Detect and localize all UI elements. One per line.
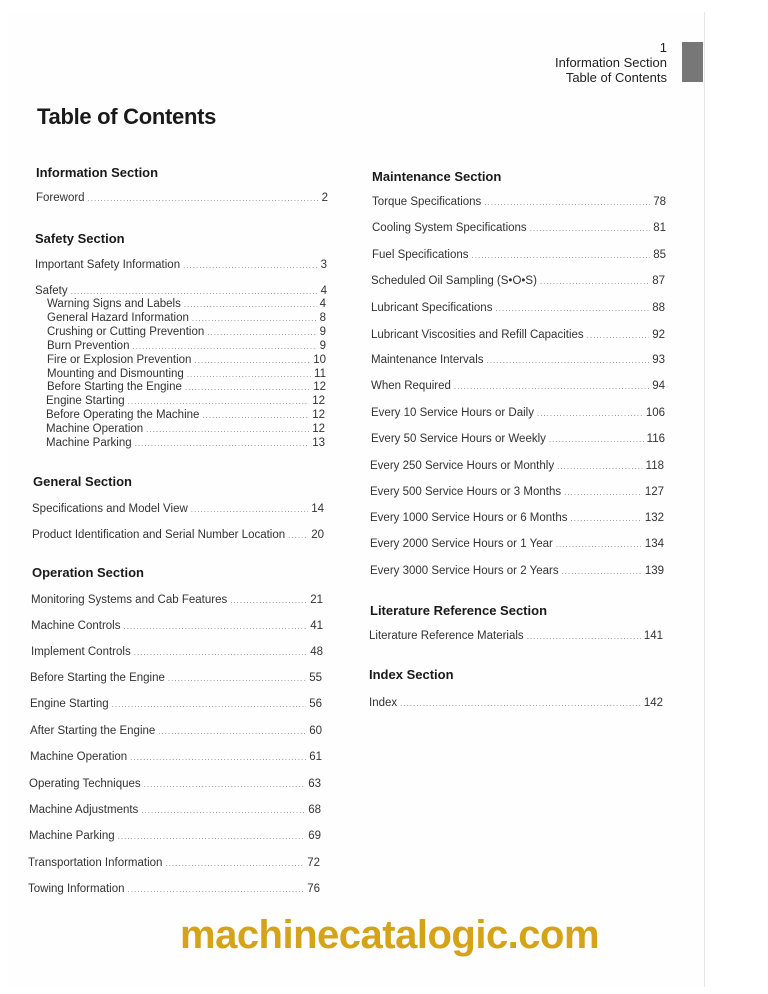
toc-entry-label: Important Safety Information [35,259,181,271]
toc-page-number: 132 [644,512,664,524]
toc-entry[interactable] [371,275,665,288]
toc-entry-label: Machine Operation [30,751,128,763]
toc-page-number: 12 [313,381,326,393]
toc-page-number: 2 [321,192,328,204]
toc-entry[interactable] [31,620,323,633]
toc-entry[interactable] [47,381,326,394]
toc-entry[interactable] [32,529,324,542]
toc-entry[interactable] [47,368,326,381]
dot-leader [158,725,306,738]
toc-page-number: 116 [646,433,665,445]
toc-page-number: 78 [653,196,666,208]
toc-entry[interactable] [370,460,664,473]
toc-entry[interactable] [36,192,328,205]
toc-entry[interactable] [370,512,664,525]
toc-page-number: 12 [312,395,325,407]
dot-leader [132,340,316,353]
toc-entry[interactable] [371,329,665,342]
toc-entry-label: Specifications and Model View [32,503,188,515]
toc-page-number: 127 [644,486,664,498]
toc-entry[interactable] [28,857,320,870]
toc-entry-label: Scheduled Oil Sampling (S•O•S) [371,275,537,287]
toc-page-number: 20 [311,529,324,541]
dot-leader [128,883,305,896]
toc-entry-label: Every 1000 Service Hours or 6 Months [370,512,568,524]
dot-leader [191,503,308,516]
toc-entry[interactable] [371,433,665,446]
dot-leader [530,222,651,235]
dot-leader [187,368,311,381]
toc-page-number: 12 [312,423,325,435]
toc-page-number: 92 [652,329,665,341]
toc-entry-label: After Starting the Engine [30,725,156,737]
toc-entry[interactable] [28,883,320,896]
toc-page-number: 48 [310,646,323,658]
dot-leader [564,486,642,499]
toc-entry[interactable] [47,326,326,339]
toc-page-number: 14 [311,503,324,515]
section-heading: Information Section [36,165,159,180]
toc-entry[interactable] [371,302,665,315]
toc-entry-label: Machine Operation [46,423,144,435]
toc-page-number: 106 [645,407,665,419]
page-number: 1 [659,40,667,55]
toc-page-number: 4 [319,298,326,310]
dot-leader [192,312,317,325]
toc-entry-label: Every 250 Service Hours or Monthly [370,460,555,472]
toc-entry-label: Machine Controls [31,620,121,632]
dot-leader [130,751,306,764]
dot-leader [556,538,642,551]
toc-entry[interactable] [29,830,321,843]
toc-entry-label: Engine Starting [30,698,109,710]
toc-page-number: 93 [652,354,665,366]
toc-entry-label: Lubricant Specifications [371,302,493,314]
toc-page-number: 76 [307,883,320,895]
toc-page-number: 139 [644,565,664,577]
toc-page-number: 68 [308,804,321,816]
dot-leader [571,512,642,525]
toc-entry[interactable] [371,407,665,420]
page-title: Table of Contents [37,104,217,129]
dot-leader [184,298,317,311]
toc-page-number: 41 [310,620,323,632]
dot-leader [112,698,307,711]
dot-leader [400,697,641,710]
toc-entry-label: When Required [371,380,451,392]
toc-page-number: 11 [314,368,326,380]
toc-page-number: 85 [653,249,666,261]
toc-page-number: 60 [309,725,322,737]
toc-page-number: 141 [643,630,663,642]
toc-page-number: 63 [308,778,321,790]
toc-entry-label: Warning Signs and Labels [47,298,181,310]
dot-leader [472,249,651,262]
toc-entry[interactable] [371,354,665,367]
section-tab-marker [682,42,703,82]
dot-leader [484,196,650,209]
dot-leader [88,192,319,205]
toc-page-number: 12 [312,409,325,421]
toc-page-number: 87 [652,275,665,287]
dot-leader [146,423,309,436]
toc-entry[interactable] [372,196,666,209]
toc-entry-label: Operating Techniques [29,778,141,790]
toc-page-number: 8 [319,312,326,324]
toc-page-number: 10 [313,354,326,366]
toc-entry[interactable] [30,698,322,711]
toc-entry-label: Before Operating the Machine [46,409,200,421]
toc-entry[interactable] [29,778,321,791]
toc-entry[interactable] [370,486,664,499]
toc-page-number: 55 [309,672,322,684]
dot-leader [183,259,317,272]
dot-leader [134,646,307,659]
header-section: Information Section [554,55,667,70]
toc-entry[interactable] [372,222,666,235]
dot-leader [168,672,306,685]
toc-entry-label: Before Starting the Engine [47,381,182,393]
toc-entry[interactable] [31,646,323,659]
toc-page-number: 61 [309,751,322,763]
dot-leader [540,275,649,288]
watermark: machinecatalogic.com [180,913,600,957]
toc-entry-label: Machine Adjustments [29,804,139,816]
toc-entry[interactable] [30,725,322,738]
toc-entry-label: Monitoring Systems and Cab Features [31,594,228,606]
toc-entry[interactable] [46,409,325,422]
dot-leader [527,630,641,643]
dot-leader [128,395,310,408]
dot-leader [135,437,310,450]
section-heading: Operation Section [32,565,144,580]
section-heading: Index Section [369,667,454,682]
dot-leader [141,804,305,817]
toc-page-number: 69 [308,830,321,842]
toc-entry[interactable] [47,312,326,325]
toc-entry[interactable] [32,503,324,516]
dot-leader [549,433,644,446]
toc-entry[interactable] [47,298,326,311]
section-heading: Literature Reference Section [370,603,548,618]
toc-entry[interactable] [35,259,327,272]
toc-entry-label: Product Identification and Serial Number Location [32,529,286,541]
toc-page-number: 9 [319,326,326,338]
toc-entry[interactable] [372,249,666,262]
dot-leader [557,460,643,473]
dot-leader [230,594,307,607]
toc-entry-label: Index [369,697,398,709]
toc-entry-label: Machine Parking [46,437,132,449]
toc-entry-label: Before Starting the Engine [30,672,165,684]
toc-entry[interactable] [369,697,663,710]
dot-leader [587,329,650,342]
toc-entry-label: Crushing or Cutting Prevention [47,326,205,338]
toc-entry[interactable] [30,672,322,685]
toc-entry-label: Implement Controls [31,646,131,658]
toc-entry[interactable] [46,437,325,450]
toc-entry-label: Every 2000 Service Hours or 1 Year [370,538,553,550]
toc-page-number: 72 [307,857,320,869]
dot-leader [454,380,649,393]
toc-page-number: 118 [645,460,664,472]
dot-leader [185,381,310,394]
toc-page-number: 81 [653,222,666,234]
toc-entry[interactable] [29,804,321,817]
toc-page-number: 13 [312,437,325,449]
toc-entry[interactable] [30,751,322,764]
toc-entry-label: Towing Information [28,883,125,895]
toc-page-number: 21 [310,594,323,606]
toc-entry-label: Literature Reference Materials [369,630,524,642]
dot-leader [118,830,306,843]
toc-entry[interactable] [370,538,664,551]
toc-page-number: 56 [309,698,322,710]
toc-entry-label: Maintenance Intervals [371,354,484,366]
toc-entry-label: Burn Prevention [47,340,130,352]
toc-page-number: 94 [652,380,665,392]
toc-entry-label: Every 10 Service Hours or Daily [371,407,534,419]
dot-leader [487,354,650,367]
toc-entry-label: Fire or Explosion Prevention [47,354,192,366]
toc-entry-label: Mounting and Dismounting [47,368,184,380]
dot-leader [202,409,309,422]
toc-page-number: 3 [320,259,327,271]
toc-page-number: 142 [643,697,663,709]
section-heading: Safety Section [35,231,125,246]
toc-page-number: 9 [319,340,326,352]
toc-entry[interactable] [370,565,664,578]
dot-leader [207,326,316,339]
toc-entry[interactable] [47,354,326,367]
toc-page-number: 88 [652,302,665,314]
toc-page-number: 134 [644,538,664,550]
toc-entry[interactable] [47,340,326,353]
toc-entry-label: Every 500 Service Hours or 3 Months [370,486,562,498]
toc-entry-label: Every 3000 Service Hours or 2 Years [370,565,559,577]
toc-entry-label: Every 50 Service Hours or Weekly [371,433,546,445]
header-subtitle: Table of Contents [565,70,667,85]
dot-leader [71,285,318,298]
dot-leader [144,778,306,791]
toc-entry-label: General Hazard Information [47,312,189,324]
dot-leader [194,354,310,367]
toc-entry-label: Engine Starting [46,395,125,407]
dot-leader [537,407,643,420]
dot-leader [288,529,308,542]
section-heading: General Section [33,474,132,489]
toc-entry[interactable] [35,285,327,298]
toc-entry[interactable] [371,380,665,393]
toc-entry-label: Fuel Specifications [372,249,469,261]
dot-leader [562,565,642,578]
section-heading: Maintenance Section [372,169,502,184]
toc-entry-label: Transportation Information [28,857,163,869]
toc-entry-label: Safety [35,285,68,297]
toc-entry-label: Foreword [36,192,85,204]
toc-entry-label: Cooling System Specifications [372,222,527,234]
toc-entry-label: Torque Specifications [372,196,482,208]
toc-entry[interactable] [46,423,325,436]
dot-leader [165,857,304,870]
toc-entry[interactable] [31,594,323,607]
toc-entry[interactable] [369,630,663,643]
toc-entry-label: Machine Parking [29,830,115,842]
toc-page-number: 4 [320,285,327,297]
dot-leader [123,620,307,633]
dot-leader [495,302,649,315]
toc-entry[interactable] [46,395,325,408]
toc-entry-label: Lubricant Viscosities and Refill Capacities [371,329,584,341]
